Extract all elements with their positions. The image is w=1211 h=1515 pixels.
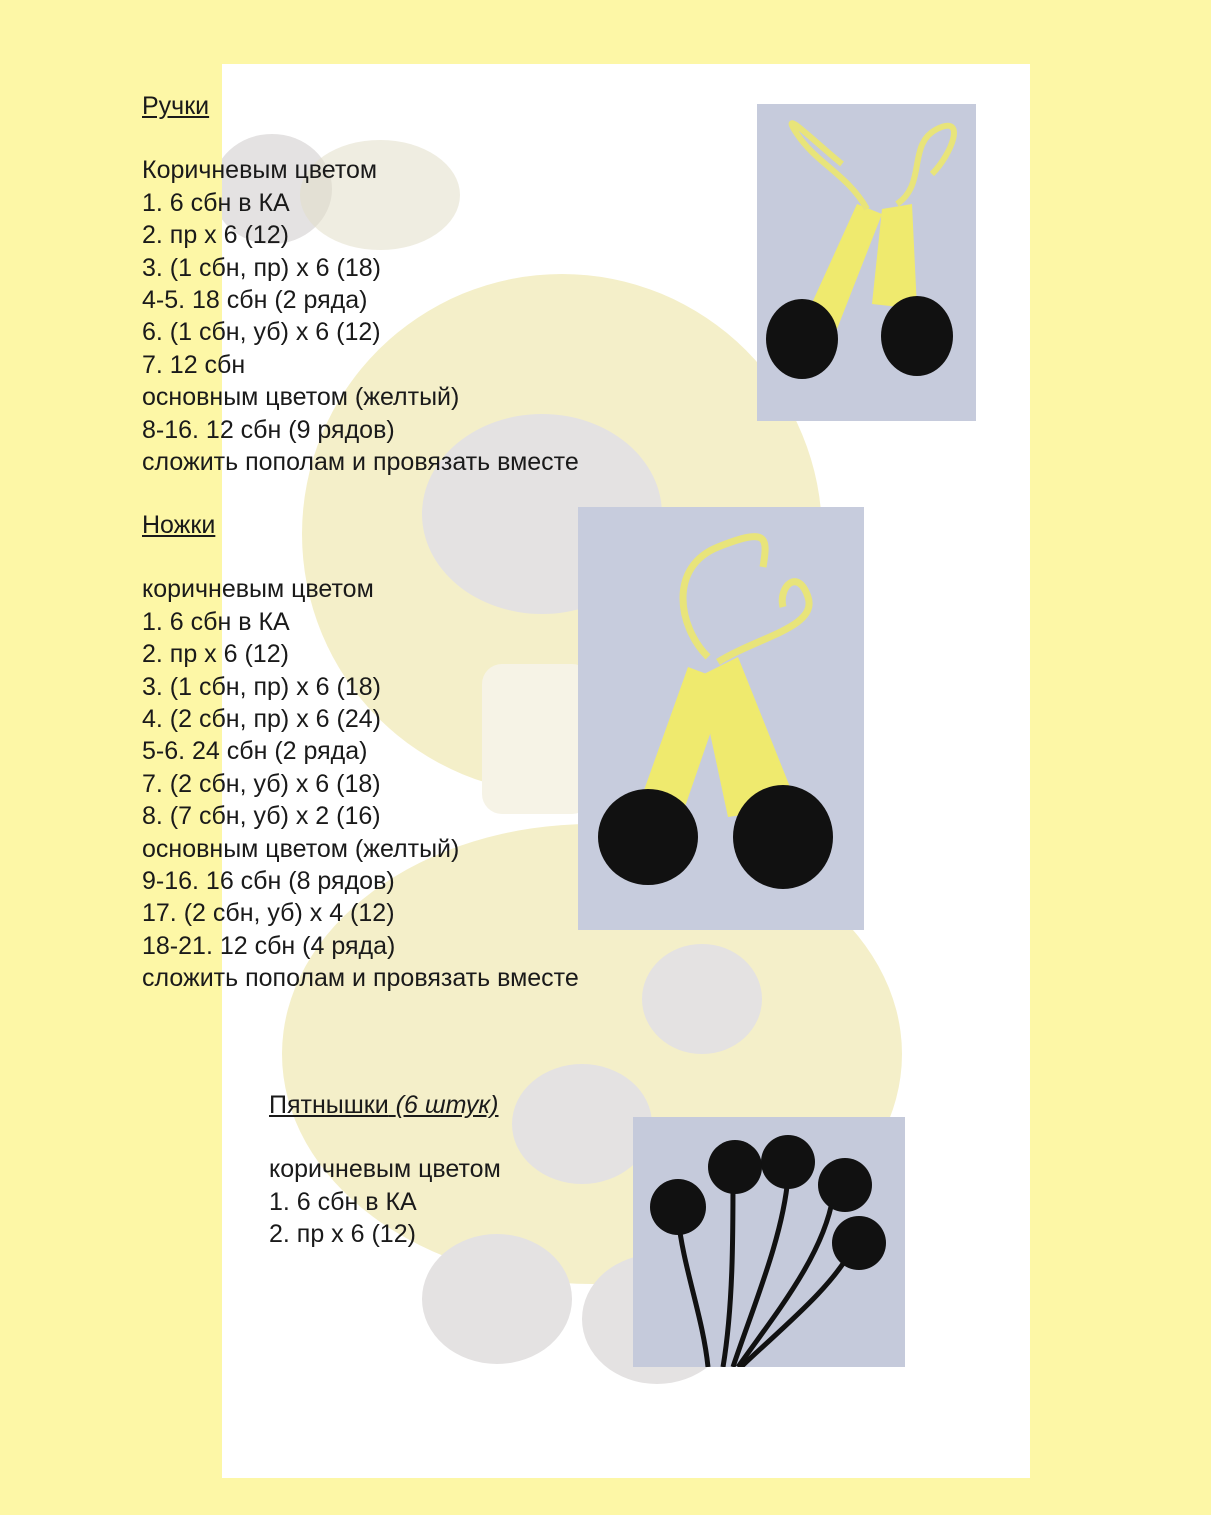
arms-line: Коричневым цветом [142, 156, 378, 185]
arms-photo [757, 104, 976, 421]
legs-photo-illustration [578, 507, 864, 930]
legs-section [142, 509, 579, 995]
arms-line: 4-5. 18 сбн (2 ряда) [142, 286, 368, 315]
spots-heading [269, 1089, 501, 1121]
arms-line: 1. 6 сбн в КА [142, 188, 290, 217]
arms-line: 7. 12 сбн [142, 350, 246, 379]
spots-heading-count: (6 штук) [395, 1091, 499, 1119]
legs-line: 17. (2 сбн, уб) х 4 (12) [142, 899, 395, 928]
watermark-spot [642, 944, 762, 1054]
legs-line: коричневым цветом [142, 575, 374, 604]
legs-line: 18-21. 12 сбн (4 ряда) [142, 931, 396, 960]
legs-line: 7. (2 сбн, уб) х 6 (18) [142, 769, 381, 798]
legs-line: 4. (2 сбн, пр) х 6 (24) [142, 705, 381, 734]
spots-section [269, 1089, 501, 1251]
arms-line: сложить пополам и провязать вместе [142, 448, 579, 477]
legs-line: основным цветом (желтый) [142, 834, 460, 863]
arms-line: 2. пр х 6 (12) [142, 221, 289, 250]
arms-line: 3. (1 сбн, пр) х 6 (18) [142, 253, 381, 282]
arms-heading: Ручки [142, 92, 210, 120]
spots-line: коричневым цветом [269, 1155, 501, 1184]
arms-photo-illustration [757, 104, 976, 421]
watermark-spot [512, 1064, 652, 1184]
spots-line: 1. 6 сбн в КА [269, 1187, 417, 1216]
arms-line: основным цветом (желтый) [142, 383, 460, 412]
spots-photo [633, 1117, 905, 1367]
legs-line: 1. 6 сбн в КА [142, 607, 290, 636]
spots-line: 2. пр х 6 (12) [269, 1220, 416, 1249]
legs-line: 5-6. 24 сбн (2 ряда) [142, 737, 368, 766]
legs-line: 8. (7 сбн, уб) х 2 (16) [142, 802, 381, 831]
arms-line: 8-16. 12 сбн (9 рядов) [142, 415, 395, 444]
legs-line: 9-16. 16 сбн (8 рядов) [142, 867, 395, 896]
legs-line: 2. пр х 6 (12) [142, 640, 289, 669]
legs-line: сложить пополам и провязать вместе [142, 964, 579, 993]
legs-heading: Ножки [142, 511, 216, 539]
legs-photo [578, 507, 864, 930]
spots-heading-title: Пятнышки [269, 1091, 389, 1119]
arms-line: 6. (1 сбн, уб) х 6 (12) [142, 318, 381, 347]
watermark-foot [422, 1234, 572, 1364]
spots-photo-illustration [633, 1117, 905, 1367]
legs-line: 3. (1 сбн, пр) х 6 (18) [142, 672, 381, 701]
arms-section [142, 90, 579, 478]
